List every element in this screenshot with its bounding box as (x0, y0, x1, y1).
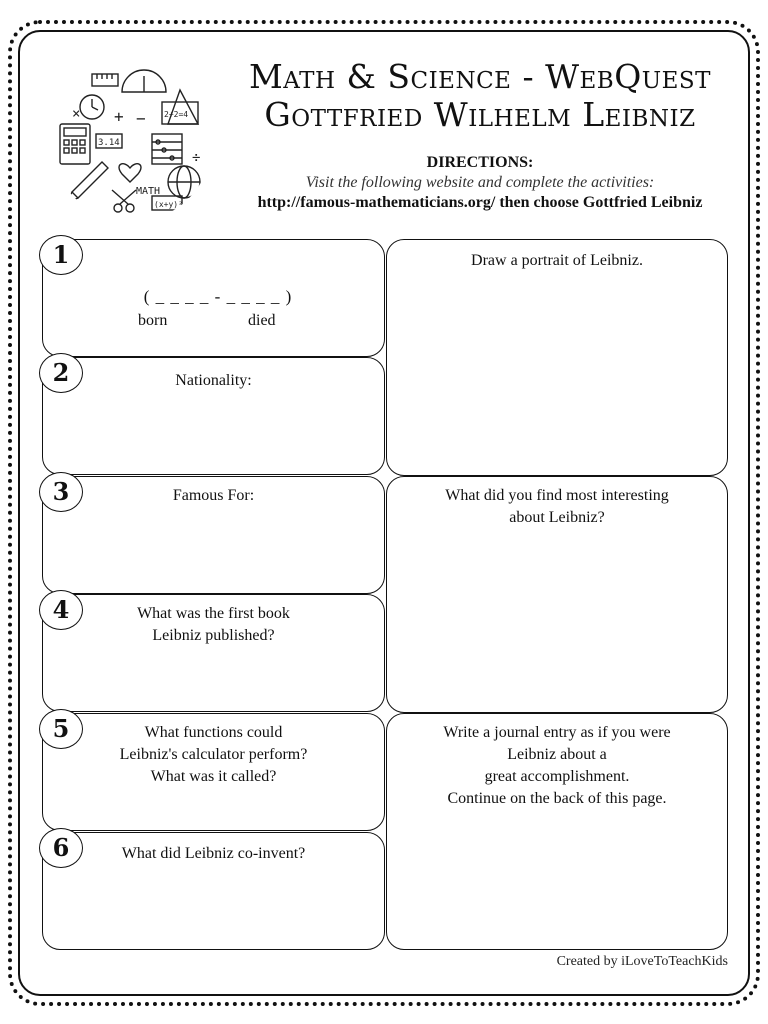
credit-text: Created by iLoveToTeachKids (556, 954, 728, 969)
heart-icon (119, 164, 141, 182)
born-label: born (138, 312, 168, 329)
pi-label: 3.14 (98, 138, 120, 148)
question-2-box[interactable] (42, 357, 385, 475)
question-3-box[interactable] (42, 476, 385, 594)
equation-label: 2+2=4 (164, 110, 189, 119)
journal-box[interactable] (386, 713, 728, 950)
title-line-1: Math & Science - WebQuest (248, 57, 712, 96)
question-4-box[interactable] (42, 594, 385, 712)
question-2-text: Nationality: (175, 372, 252, 389)
ruler-icon (92, 74, 118, 86)
title-line-2: Gottfried Wilhelm Leibniz (264, 95, 696, 134)
directions-instruction: Visit the following website and complete the activities: (305, 174, 655, 191)
question-1-box[interactable] (42, 239, 385, 357)
question-6-text: What did Leibniz co-invent? (121, 845, 306, 862)
pencil-icon (68, 162, 108, 202)
portrait-prompt: Draw a portrait of Leibniz. (471, 252, 643, 269)
directions-url[interactable]: http://famous-mathematicians.org/ then choose Gottfried Leibniz (257, 194, 703, 211)
died-label: died (248, 312, 276, 329)
math-label: MATH (136, 186, 161, 197)
abacus-icon (152, 134, 182, 164)
calculator-icon (60, 124, 90, 164)
question-1-number: 1 (39, 235, 83, 275)
times-icon: × (72, 106, 81, 122)
portrait-box[interactable] (386, 239, 728, 476)
directions (220, 153, 740, 213)
interesting-prompt-line-2: about Leibniz? (509, 509, 605, 526)
plus-icon: + (114, 107, 124, 126)
divide-icon: ÷ (192, 150, 201, 166)
page-title (220, 58, 740, 134)
clock-icon (80, 95, 104, 119)
lifespan-blanks (98, 286, 338, 329)
question-6-number: 6 (39, 828, 83, 868)
dates-blank: ( _ _ _ _ - _ _ _ _ ) (143, 287, 293, 306)
scissors-icon (112, 190, 136, 212)
question-2-number: 2 (39, 353, 83, 393)
question-3-text: Famous For: (172, 487, 255, 504)
journal-prompt-line-4: Continue on the back of this page. (447, 790, 667, 807)
journal-prompt-line-1: Write a journal entry as if you were (443, 724, 671, 741)
question-5-number: 5 (39, 709, 83, 749)
minus-icon: − (136, 109, 146, 128)
question-5-line-3: What was it called? (150, 768, 277, 785)
interesting-box[interactable] (386, 476, 728, 713)
algebra-label: (x+y)² (154, 200, 183, 209)
question-4-line-2: Leibniz published? (152, 627, 275, 644)
directions-heading: DIRECTIONS: (426, 154, 534, 171)
question-5-line-1: What functions could (144, 724, 283, 741)
journal-prompt-line-3: great accomplishment. (484, 768, 630, 785)
interesting-prompt-line-1: What did you find most interesting (445, 487, 669, 504)
journal-prompt-line-2: Leibniz about a (507, 746, 607, 763)
question-4-line-1: What was the first book (137, 605, 290, 622)
math-clipart (52, 62, 212, 222)
question-6-box[interactable] (42, 832, 385, 950)
question-5-box[interactable] (42, 713, 385, 831)
question-3-number: 3 (39, 472, 83, 512)
question-5-line-2: Leibniz's calculator perform? (119, 746, 308, 763)
protractor-icon (122, 70, 166, 92)
question-4-number: 4 (39, 590, 83, 630)
